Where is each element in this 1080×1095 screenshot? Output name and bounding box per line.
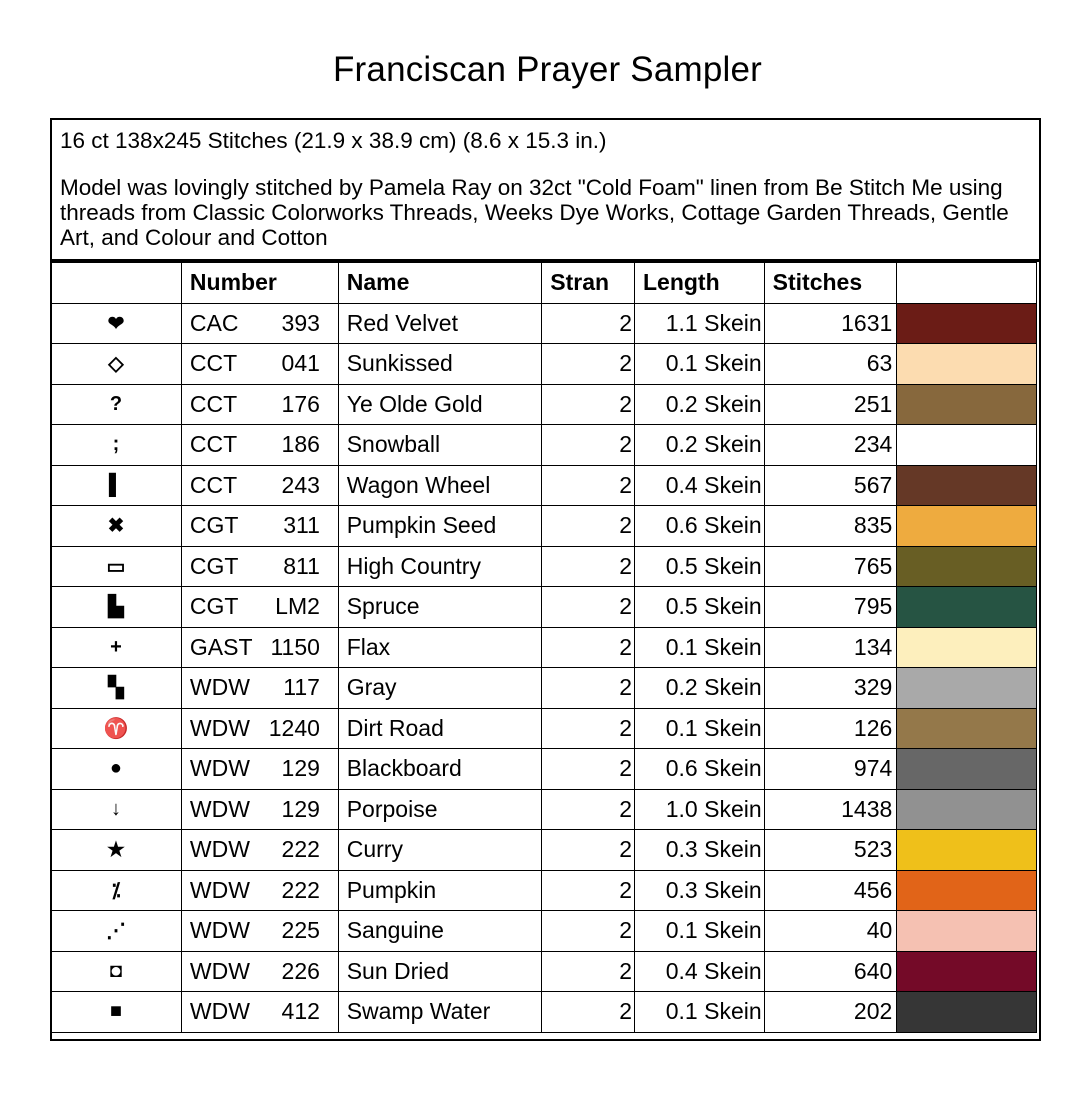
thread-code: 117 — [283, 674, 320, 701]
thread-code: 811 — [283, 552, 320, 579]
thread-code: 129 — [281, 795, 320, 822]
swatch-fill — [897, 344, 1036, 384]
swatch-fill — [897, 871, 1036, 911]
semicolon-symbol-icon: ; — [112, 433, 120, 456]
header-color — [897, 263, 1037, 304]
table-row — [51, 627, 1037, 668]
thread-code: 176 — [281, 390, 320, 417]
thread-brand: GAST — [189, 633, 253, 660]
color-swatch — [897, 546, 1037, 587]
swatch-fill — [897, 547, 1036, 587]
thread-brand: CAC — [189, 309, 239, 336]
thread-strands: 2 — [542, 749, 635, 790]
thread-number — [181, 506, 338, 547]
thread-number — [181, 870, 338, 911]
table-row — [51, 546, 1037, 587]
swatch-fill — [897, 830, 1036, 870]
thread-stitches: 1631 — [764, 303, 897, 344]
thread-length: 0.2 Skein — [634, 425, 764, 466]
thread-stitches: 835 — [764, 506, 897, 547]
thread-length: 0.1 Skein — [634, 627, 764, 668]
thread-length: 0.1 Skein — [634, 911, 764, 952]
table-row — [51, 425, 1037, 466]
thread-code: 041 — [281, 350, 320, 377]
thread-stitches: 640 — [764, 951, 897, 992]
thread-name: Flax — [338, 627, 542, 668]
thread-strands: 2 — [542, 425, 635, 466]
table-row — [51, 587, 1037, 628]
thread-stitches: 765 — [764, 546, 897, 587]
thread-name: Ye Olde Gold — [338, 384, 542, 425]
thread-length: 0.1 Skein — [634, 344, 764, 385]
swatch-fill — [897, 952, 1036, 992]
thread-code: 1240 — [268, 714, 320, 741]
table-row — [51, 668, 1037, 709]
color-swatch — [897, 911, 1037, 952]
heart-symbol-icon: ❤ — [107, 312, 125, 335]
heart-in-circle-symbol-icon: ◘ — [109, 959, 122, 982]
swatch-fill — [897, 587, 1036, 627]
header-number: Number — [181, 263, 338, 304]
thread-brand: WDW — [189, 714, 250, 741]
thread-stitches: 234 — [764, 425, 897, 466]
aries-symbol-icon: ♈ — [103, 717, 129, 740]
table-row — [51, 303, 1037, 344]
thread-length: 0.3 Skein — [634, 830, 764, 871]
thread-strands: 2 — [542, 627, 635, 668]
thread-number — [181, 465, 338, 506]
thread-stitches: 134 — [764, 627, 897, 668]
thread-number — [181, 911, 338, 952]
thread-brand: WDW — [189, 917, 250, 944]
thread-strands: 2 — [542, 830, 635, 871]
thread-length: 0.4 Skein — [634, 951, 764, 992]
table-row — [51, 911, 1037, 952]
thread-code: LM2 — [275, 593, 320, 620]
color-swatch — [897, 587, 1037, 628]
color-swatch — [897, 708, 1037, 749]
thread-name: High Country — [338, 546, 542, 587]
thread-code: 311 — [283, 512, 320, 539]
thread-number — [181, 384, 338, 425]
thread-length: 0.3 Skein — [634, 870, 764, 911]
thread-length: 0.1 Skein — [634, 992, 764, 1033]
thread-brand: WDW — [189, 674, 250, 701]
color-swatch — [897, 992, 1037, 1033]
filled-circle-symbol-icon: ● — [109, 757, 122, 780]
rectangle-outline-symbol-icon: ▭ — [106, 555, 126, 578]
thread-strands: 2 — [542, 992, 635, 1033]
swatch-fill — [897, 911, 1036, 951]
vertical-bar-symbol-icon: ▌ — [108, 473, 124, 496]
swatch-fill — [897, 668, 1036, 708]
color-swatch — [897, 425, 1037, 466]
color-swatch — [897, 870, 1037, 911]
thread-length: 0.6 Skein — [634, 506, 764, 547]
thread-name: Sanguine — [338, 911, 542, 952]
thread-code: 393 — [281, 309, 320, 336]
thread-brand: CCT — [189, 390, 238, 417]
cross-x-symbol-icon: ✖ — [107, 515, 125, 538]
star-symbol-icon: ★ — [106, 839, 125, 862]
color-swatch — [897, 749, 1037, 790]
thread-brand: WDW — [189, 998, 250, 1025]
page-title: Franciscan Prayer Sampler — [332, 50, 763, 89]
swatch-fill — [897, 466, 1036, 506]
table-row — [51, 384, 1037, 425]
thread-code: 222 — [281, 836, 320, 863]
thread-stitches: 1438 — [764, 789, 897, 830]
thread-brand: WDW — [189, 755, 250, 782]
thread-brand: CGT — [189, 512, 239, 539]
thread-brand: WDW — [189, 957, 250, 984]
thread-number — [181, 425, 338, 466]
header-stitches: Stitches — [764, 263, 897, 304]
header-row — [51, 263, 1037, 304]
thread-code: 225 — [281, 917, 320, 944]
checker-block-symbol-icon: ▚ — [108, 677, 124, 700]
swatch-fill — [897, 790, 1036, 830]
thread-name: Sunkissed — [338, 344, 542, 385]
thread-code: 222 — [281, 876, 320, 903]
thread-stitches: 567 — [764, 465, 897, 506]
color-swatch — [897, 951, 1037, 992]
thread-length: 0.2 Skein — [634, 384, 764, 425]
thread-strands: 2 — [542, 708, 635, 749]
thread-length: 0.1 Skein — [634, 708, 764, 749]
thread-strands: 2 — [542, 506, 635, 547]
thread-code: 1150 — [270, 633, 320, 660]
swatch-fill — [897, 628, 1036, 668]
thread-stitches: 795 — [764, 587, 897, 628]
table-row — [51, 708, 1037, 749]
thread-stitches: 329 — [764, 668, 897, 709]
thread-strands: 2 — [542, 344, 635, 385]
thread-name: Snowball — [338, 425, 542, 466]
header-symbol — [51, 263, 182, 304]
thread-number — [181, 830, 338, 871]
thread-name: Porpoise — [338, 789, 542, 830]
thread-name: Pumpkin — [338, 870, 542, 911]
thread-number — [181, 992, 338, 1033]
diamond-outline-symbol-icon: ◇ — [108, 353, 124, 376]
swatch-fill — [897, 709, 1036, 749]
thread-strands: 2 — [542, 668, 635, 709]
thread-strands: 2 — [542, 911, 635, 952]
thread-number — [181, 587, 338, 628]
thread-number — [181, 627, 338, 668]
thread-name: Gray — [338, 668, 542, 709]
step-block-symbol-icon: ▙ — [108, 596, 124, 619]
thread-name: Spruce — [338, 587, 542, 628]
thread-code: 226 — [281, 957, 320, 984]
thread-number — [181, 951, 338, 992]
plus-symbol-icon: + — [110, 635, 122, 658]
thread-name: Pumpkin Seed — [338, 506, 542, 547]
color-swatch — [897, 344, 1037, 385]
thread-strands: 2 — [542, 384, 635, 425]
thread-length: 1.0 Skein — [634, 789, 764, 830]
color-swatch — [897, 668, 1037, 709]
color-swatch — [897, 384, 1037, 425]
swatch-fill — [897, 506, 1036, 546]
thread-brand: WDW — [189, 795, 250, 822]
thread-key-table — [50, 262, 1037, 1033]
thread-strands: 2 — [542, 870, 635, 911]
question-mark-symbol-icon: ? — [109, 392, 123, 415]
thread-name: Blackboard — [338, 749, 542, 790]
thread-length: 0.2 Skein — [634, 668, 764, 709]
thread-length: 0.5 Skein — [634, 587, 764, 628]
thread-name: Swamp Water — [338, 992, 542, 1033]
thread-strands: 2 — [542, 546, 635, 587]
gauge-info: 16 ct 138x245 Stitches (21.9 x 38.9 cm) (8.6 x 15.3 in.) — [60, 128, 607, 153]
thread-stitches: 202 — [764, 992, 897, 1033]
thread-stitches: 456 — [764, 870, 897, 911]
thread-code: 412 — [281, 998, 320, 1025]
thread-stitches: 251 — [764, 384, 897, 425]
thread-length: 0.6 Skein — [634, 749, 764, 790]
thread-code: 243 — [281, 471, 320, 498]
thread-name: Red Velvet — [338, 303, 542, 344]
thread-brand: CGT — [189, 593, 239, 620]
percent-like-symbol-icon: ⁒ — [111, 879, 121, 902]
thread-brand: CCT — [189, 471, 238, 498]
thread-brand: WDW — [189, 876, 250, 903]
swatch-fill — [897, 304, 1036, 344]
table-row — [51, 789, 1037, 830]
thread-number — [181, 303, 338, 344]
thread-code: 129 — [281, 755, 320, 782]
color-swatch — [897, 627, 1037, 668]
thread-brand: CGT — [189, 552, 239, 579]
thread-strands: 2 — [542, 789, 635, 830]
table-row — [51, 749, 1037, 790]
table-row — [51, 344, 1037, 385]
color-swatch — [897, 303, 1037, 344]
thread-name: Sun Dried — [338, 951, 542, 992]
thread-number — [181, 546, 338, 587]
thread-number — [181, 708, 338, 749]
thread-number — [181, 668, 338, 709]
color-swatch — [897, 789, 1037, 830]
color-swatch — [897, 830, 1037, 871]
color-swatch — [897, 506, 1037, 547]
down-arrow-symbol-icon: ↓ — [110, 797, 121, 820]
table-row — [51, 506, 1037, 547]
model-credit: Model was lovingly stitched by Pamela Ray on 32ct "Cold Foam" linen from Be Stitch Me using threads from Classic Colorworks Threads, Weeks Dye Works, Cottage Garden Threads, Gentle Art, and Colour and Cotton — [60, 175, 1009, 250]
filled-square-symbol-icon: ■ — [109, 1000, 122, 1023]
table-row — [51, 870, 1037, 911]
header-length: Length — [634, 263, 764, 304]
header-strands: Stran — [542, 263, 635, 304]
thread-length: 1.1 Skein — [634, 303, 764, 344]
thread-stitches: 63 — [764, 344, 897, 385]
thread-name: Curry — [338, 830, 542, 871]
thread-number — [181, 789, 338, 830]
thread-strands: 2 — [542, 303, 635, 344]
thread-number — [181, 749, 338, 790]
table-row — [51, 465, 1037, 506]
thread-strands: 2 — [542, 465, 635, 506]
table-row — [51, 951, 1037, 992]
diagonal-dots-symbol-icon: ⋰ — [105, 920, 126, 943]
chart-key-frame — [50, 118, 1041, 1041]
swatch-fill — [897, 385, 1036, 425]
thread-brand: CCT — [189, 350, 238, 377]
thread-brand: CCT — [189, 431, 238, 458]
thread-number — [181, 344, 338, 385]
thread-strands: 2 — [542, 951, 635, 992]
swatch-fill — [897, 425, 1036, 465]
thread-stitches: 523 — [764, 830, 897, 871]
thread-stitches: 126 — [764, 708, 897, 749]
header-name: Name — [338, 263, 542, 304]
thread-length: 0.5 Skein — [634, 546, 764, 587]
thread-stitches: 40 — [764, 911, 897, 952]
thread-strands: 2 — [542, 587, 635, 628]
thread-code: 186 — [281, 431, 320, 458]
thread-brand: WDW — [189, 836, 250, 863]
pattern-info — [60, 128, 1035, 250]
color-swatch — [897, 465, 1037, 506]
swatch-fill — [897, 749, 1036, 789]
table-row — [51, 992, 1037, 1033]
thread-name: Dirt Road — [338, 708, 542, 749]
thread-stitches: 974 — [764, 749, 897, 790]
swatch-fill — [897, 992, 1036, 1032]
table-row — [51, 830, 1037, 871]
thread-length: 0.4 Skein — [634, 465, 764, 506]
thread-name: Wagon Wheel — [338, 465, 542, 506]
